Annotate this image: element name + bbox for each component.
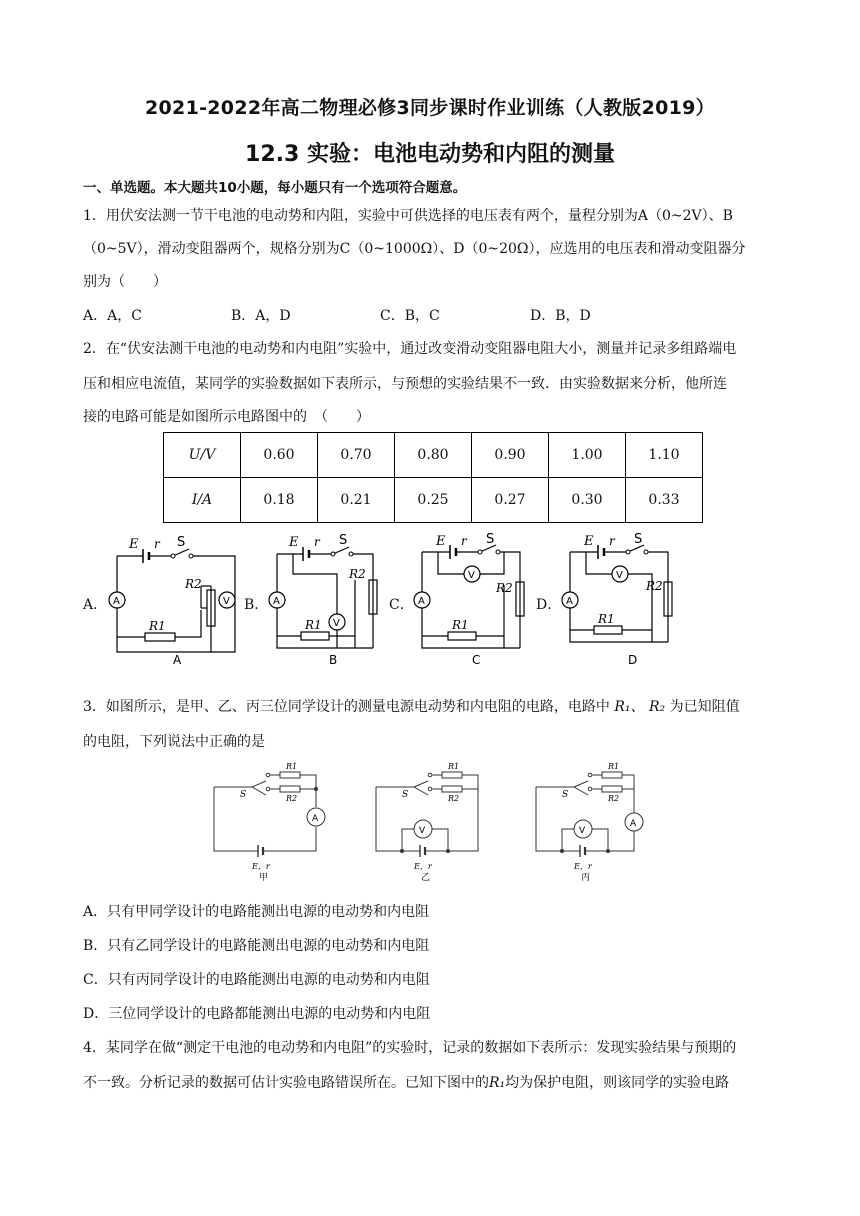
table-cell: 0.18 — [241, 478, 318, 523]
q4-resistor-symbol: R₁ — [489, 1075, 506, 1091]
r1-symbol: R1 — [149, 619, 166, 633]
switch-symbol: S — [634, 532, 643, 547]
circuit-caption-a: A — [173, 653, 182, 667]
internal-resistance-symbol: r — [314, 535, 320, 549]
q1-option-c: C．B，C — [380, 308, 440, 324]
figure-caption-jia: 甲 — [259, 873, 269, 883]
q3-option-a: A．只有甲同学设计的电路能测出电源的电动势和内电阻 — [83, 904, 430, 920]
voltmeter-symbol: V — [223, 596, 230, 607]
q3-line-1 — [83, 696, 740, 716]
circuit-diagram-a — [103, 530, 243, 670]
source-label: E，r — [574, 862, 592, 871]
q3-circuit-bing — [530, 757, 658, 883]
table-cell: 0.60 — [241, 433, 318, 478]
section-heading: 一、单选题。本大题共10小题，每小题只有一个选项符合题意。 — [83, 180, 467, 196]
circuit-caption-c: C — [472, 653, 481, 667]
emf-symbol: E — [129, 537, 139, 552]
r2-symbol: R2 — [349, 567, 366, 581]
source-label: E，r — [252, 862, 270, 871]
table-header-current: I/A — [164, 478, 241, 523]
circuit-diagram-d — [556, 530, 686, 670]
figure-caption-yi: 乙 — [421, 873, 431, 883]
q1-option-a: A．A，C — [83, 308, 142, 324]
q3-option-d: D．三位同学设计的电路都能测出电源的电动势和内电阻 — [83, 1006, 431, 1022]
ammeter-symbol: A — [273, 596, 280, 607]
q3-circuit-yi — [370, 757, 498, 883]
table-cell: 0.30 — [549, 478, 626, 523]
circuit-diagram-c — [408, 530, 538, 670]
switch-symbol: S — [402, 790, 409, 800]
r2-symbol: R2 — [185, 577, 202, 591]
switch-symbol: S — [339, 533, 348, 548]
ammeter-symbol: A — [113, 596, 120, 607]
q4-line-2-text: 不一致。分析记录的数据可估计实验电路错误所在。已知下图中的 — [83, 1075, 489, 1091]
voltmeter-symbol: V — [616, 570, 623, 581]
q4-line-1: 4．某同学在做“测定干电池的电动势和内电阻”的实验时，记录的数据如下表所示：发现实验结果与预期的 — [83, 1040, 737, 1056]
r2-symbol: R2 — [448, 794, 460, 803]
q3-line-2: 的电阻，下列说法中正确的是 — [83, 734, 265, 750]
q2-option-label-b: B． — [244, 597, 269, 613]
r2-symbol: R2 — [496, 581, 513, 595]
document-subtitle: 12.3 实验：电池电动势和内阻的测量 — [245, 142, 615, 167]
r1-symbol: R1 — [608, 762, 620, 771]
r2-symbol: R2 — [646, 579, 663, 593]
q2-data-table — [163, 432, 703, 523]
switch-symbol: S — [240, 790, 247, 800]
q3-line-1-tail: 为已知阻值 — [669, 699, 740, 715]
r1-symbol: R1 — [598, 612, 615, 626]
ammeter-symbol: A — [630, 819, 637, 829]
switch-symbol: S — [562, 790, 569, 800]
ammeter-symbol: A — [418, 596, 425, 607]
ammeter-symbol: A — [566, 596, 573, 607]
q1-option-d: D．B，D — [530, 308, 591, 324]
voltmeter-symbol: V — [468, 570, 475, 581]
r1-symbol: R1 — [305, 618, 322, 632]
r1-symbol: R1 — [452, 618, 469, 632]
q1-line-2: （0~5V），滑动变阻器两个，规格分别为C（0~1000Ω）、D（0~20Ω），应选用的电压表和滑动变阻器分 — [83, 241, 746, 257]
ammeter-symbol: A — [312, 814, 319, 824]
q2-line-2: 压和相应电流值，某同学的实验数据如下表所示，与预想的实验结果不一致．由实验数据来分析，他所连 — [83, 376, 727, 392]
voltmeter-symbol: V — [579, 826, 586, 836]
q4-line-2-tail: 均为保护电阻，则该同学的实验电路 — [505, 1075, 730, 1091]
table-header-voltage: U/V — [164, 433, 241, 478]
figure-caption-bing: 丙 — [581, 873, 591, 883]
table-row-voltage — [164, 433, 703, 478]
q2-line-1: 2．在“伏安法测干电池的电动势和内电阻”实验中，通过改变滑动变阻器电阻大小，测量并记录多组路端电 — [83, 341, 737, 357]
q2-line-3: 接的电路可能是如图所示电路图中的 （ ） — [83, 409, 370, 425]
table-cell: 1.10 — [626, 433, 703, 478]
switch-symbol: S — [486, 532, 495, 547]
table-cell: 0.21 — [318, 478, 395, 523]
q3-resistor-symbols: R₁、 R₂ — [614, 699, 666, 715]
table-cell: 0.27 — [472, 478, 549, 523]
emf-symbol: E — [584, 534, 594, 549]
emf-symbol: E — [289, 535, 299, 550]
document-title: 2021-2022年高二物理必修3同步课时作业训练（人教版2019） — [145, 97, 715, 119]
q3-circuit-jia — [208, 757, 336, 883]
r1-symbol: R1 — [286, 762, 298, 771]
circuit-caption-b: B — [329, 653, 338, 667]
table-cell: 1.00 — [549, 433, 626, 478]
q3-option-c: C．只有丙同学设计的电路能测出电源的电动势和内电阻 — [83, 972, 430, 988]
r1-symbol: R1 — [448, 762, 460, 771]
circuit-diagram-b — [263, 530, 388, 670]
switch-symbol: S — [177, 535, 186, 550]
q1-line-3: 别为（ ） — [83, 274, 167, 290]
q2-option-label-d: D． — [536, 597, 562, 613]
q1-line-1: 1．用伏安法测一节干电池的电动势和内阻，实验中可供选择的电压表有两个，量程分别为A（0~2V）、B — [83, 208, 733, 224]
table-cell: 0.33 — [626, 478, 703, 523]
table-cell: 0.80 — [395, 433, 472, 478]
r2-symbol: R2 — [608, 794, 620, 803]
q3-option-b: B．只有乙同学设计的电路能测出电源的电动势和内电阻 — [83, 938, 430, 954]
q2-option-label-c: C． — [389, 597, 414, 613]
table-cell: 0.25 — [395, 478, 472, 523]
table-cell: 0.90 — [472, 433, 549, 478]
internal-resistance-symbol: r — [609, 534, 615, 548]
q2-option-label-a: A． — [83, 597, 108, 613]
r2-symbol: R2 — [286, 794, 298, 803]
emf-symbol: E — [436, 534, 446, 549]
source-label: E，r — [414, 862, 432, 871]
q4-line-2 — [83, 1072, 729, 1092]
internal-resistance-symbol: r — [461, 534, 467, 548]
voltmeter-symbol: V — [333, 618, 340, 629]
q3-line-1-text: 3．如图所示，是甲、乙、丙三位同学设计的测量电源电动势和内电阻的电路，电路中 — [83, 699, 610, 715]
voltmeter-symbol: V — [419, 826, 426, 836]
table-cell: 0.70 — [318, 433, 395, 478]
internal-resistance-symbol: r — [154, 537, 160, 551]
circuit-caption-d: D — [628, 653, 638, 667]
q1-option-b: B．A，D — [231, 308, 291, 324]
table-row-current — [164, 478, 703, 523]
